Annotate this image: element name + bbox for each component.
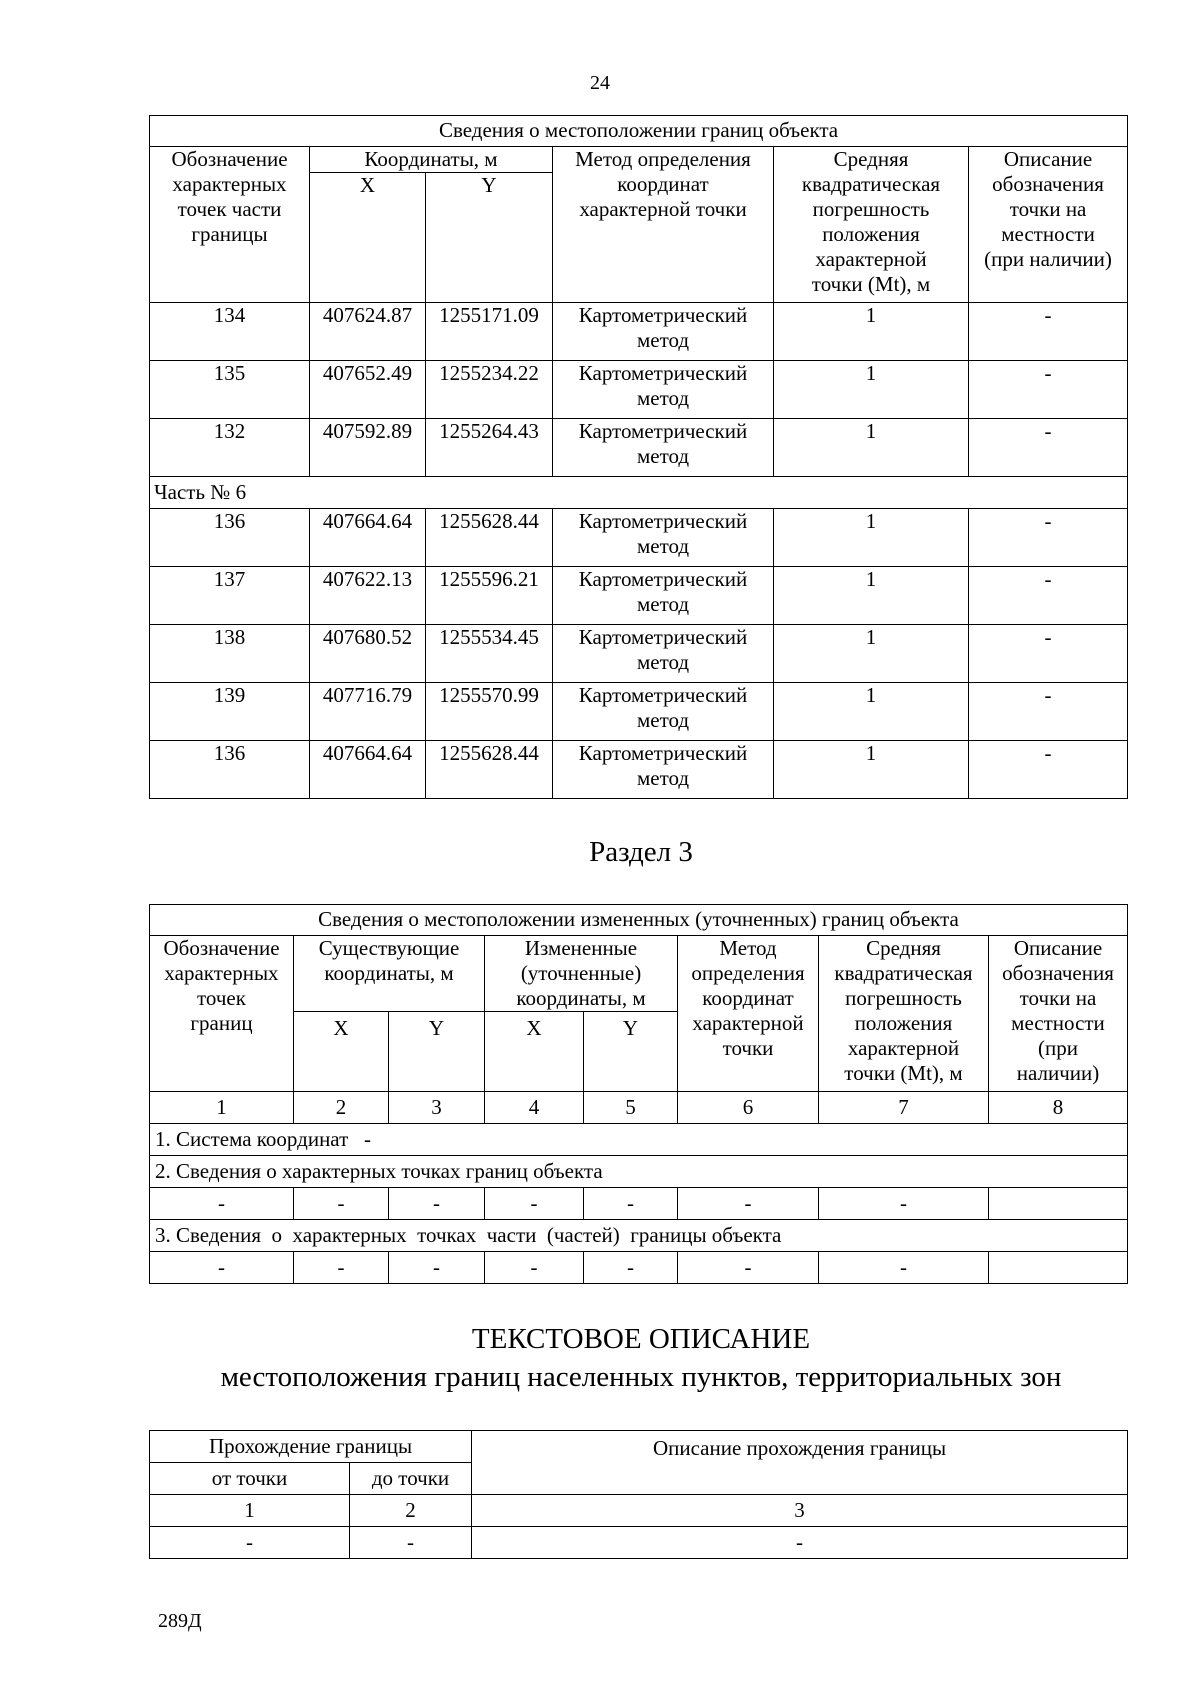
- changed-boundaries-table: [149, 904, 1128, 1284]
- header-pass: Прохождение границы: [150, 1431, 472, 1463]
- header-y-changed: Y: [584, 1012, 678, 1092]
- table-row: [150, 741, 1128, 799]
- cell-method: Картометрический метод: [553, 625, 774, 683]
- cell: -: [389, 1252, 485, 1284]
- cell-mt: 1: [774, 303, 969, 361]
- cell: -: [819, 1252, 989, 1284]
- header-desc: Описание обозначения точки на местности (при наличии): [969, 147, 1128, 303]
- table-caption: Сведения о местоположении измененных (уточненных) границ объекта: [150, 905, 1128, 936]
- table-row: [150, 1188, 1128, 1220]
- cell-desc: -: [969, 509, 1128, 567]
- cell-y: 1255596.21: [426, 567, 553, 625]
- header-method: Метод определения координат характерной точки: [553, 147, 774, 303]
- footer-code: 289Д: [158, 1610, 202, 1632]
- cell-x: 407592.89: [310, 419, 426, 477]
- boundary-passage-table: [149, 1430, 1128, 1559]
- header-desc: Описание обозначения точки на местности (при наличии): [989, 936, 1128, 1092]
- cell-point: 136: [150, 509, 310, 567]
- cell: [989, 1252, 1128, 1284]
- cell-mt: 1: [774, 567, 969, 625]
- table-row: [150, 361, 1128, 419]
- cell: -: [389, 1188, 485, 1220]
- header-from: от точки: [150, 1463, 350, 1495]
- cell: -: [485, 1188, 584, 1220]
- cell: -: [819, 1188, 989, 1220]
- cell-mt: 1: [774, 683, 969, 741]
- cell-method: Картометрический метод: [553, 419, 774, 477]
- cell-x: 407622.13: [310, 567, 426, 625]
- cell-y: 1255234.22: [426, 361, 553, 419]
- col-number: 7: [819, 1092, 989, 1124]
- cell-point: 139: [150, 683, 310, 741]
- header-pass-desc: Описание прохождения границы: [472, 1431, 1128, 1495]
- cell-method: Картометрический метод: [553, 361, 774, 419]
- text-description-title: ТЕКСТОВОЕ ОПИСАНИЕ: [471, 1323, 811, 1355]
- table-row: [150, 1252, 1128, 1284]
- page-number: 24: [590, 72, 610, 94]
- cell-mt: 1: [774, 625, 969, 683]
- header-mt: Средняя квадратическая погрешность положения характерной точки (Mt), м: [819, 936, 989, 1092]
- header-point: Обозначение характерных точек части границы: [150, 147, 310, 303]
- cell: -: [485, 1252, 584, 1284]
- header-mt: Средняя квадратическая погрешность положения характерной точки (Mt), м: [774, 147, 969, 303]
- cell-desc: -: [969, 419, 1128, 477]
- cell: -: [678, 1252, 819, 1284]
- section-part-points: 3. Сведения о характерных точках части (частей) границы объекта: [150, 1220, 1128, 1252]
- section-boundary-points: 2. Сведения о характерных точках границ объекта: [150, 1156, 1128, 1188]
- header-to: до точки: [350, 1463, 472, 1495]
- cell-mt: 1: [774, 741, 969, 799]
- cell-method: Картометрический метод: [553, 509, 774, 567]
- table-caption: Сведения о местоположении границ объекта: [150, 116, 1128, 147]
- cell: -: [150, 1188, 294, 1220]
- cell-point: 138: [150, 625, 310, 683]
- col-number: 8: [989, 1092, 1128, 1124]
- cell-mt: 1: [774, 361, 969, 419]
- header-changed: Измененные (уточненные) координаты, м: [485, 936, 678, 1012]
- cell-y: 1255628.44: [426, 509, 553, 567]
- header-y-existing: Y: [389, 1012, 485, 1092]
- col-number: 1: [150, 1092, 294, 1124]
- cell: -: [150, 1527, 350, 1559]
- boundary-points-table: [149, 115, 1128, 799]
- cell-point: 135: [150, 361, 310, 419]
- cell: -: [678, 1188, 819, 1220]
- cell-x: 407652.49: [310, 361, 426, 419]
- cell-x: 407624.87: [310, 303, 426, 361]
- cell-mt: 1: [774, 419, 969, 477]
- table-row: [150, 625, 1128, 683]
- table-row: [150, 567, 1128, 625]
- part-label: Часть № 6: [150, 477, 1128, 509]
- cell-point: 136: [150, 741, 310, 799]
- header-x-changed: X: [485, 1012, 584, 1092]
- cell-desc: -: [969, 303, 1128, 361]
- cell-y: 1255534.45: [426, 625, 553, 683]
- cell: -: [584, 1252, 678, 1284]
- cell-y: 1255570.99: [426, 683, 553, 741]
- cell: -: [294, 1252, 389, 1284]
- cell-mt: 1: [774, 509, 969, 567]
- cell-y: 1255628.44: [426, 741, 553, 799]
- col-number: 2: [294, 1092, 389, 1124]
- cell: [989, 1188, 1128, 1220]
- cell-method: Картометрический метод: [553, 741, 774, 799]
- header-x-existing: X: [294, 1012, 389, 1092]
- col-number: 1: [150, 1495, 350, 1527]
- table-row: [150, 683, 1128, 741]
- header-coords: Координаты, м: [310, 147, 553, 173]
- section-title: Раздел 3: [589, 836, 693, 868]
- cell-method: Картометрический метод: [553, 303, 774, 361]
- cell-desc: -: [969, 567, 1128, 625]
- cell-x: 407664.64: [310, 509, 426, 567]
- cell-x: 407680.52: [310, 625, 426, 683]
- table-row: [150, 1527, 1128, 1559]
- table-row: [150, 303, 1128, 361]
- table-row: [150, 419, 1128, 477]
- cell-point: 132: [150, 419, 310, 477]
- header-existing: Существующие координаты, м: [294, 936, 485, 1012]
- col-number: 3: [389, 1092, 485, 1124]
- cell-y: 1255264.43: [426, 419, 553, 477]
- header-y: Y: [426, 173, 553, 303]
- cell-point: 134: [150, 303, 310, 361]
- cell-x: 407664.64: [310, 741, 426, 799]
- section-coordinate-system: 1. Система координат -: [150, 1124, 1128, 1156]
- col-number: 3: [472, 1495, 1128, 1527]
- cell: -: [584, 1188, 678, 1220]
- cell-method: Картометрический метод: [553, 683, 774, 741]
- cell: -: [350, 1527, 472, 1559]
- header-method: Метод определения координат характерной точки: [678, 936, 819, 1092]
- col-number: 5: [584, 1092, 678, 1124]
- header-x: X: [310, 173, 426, 303]
- cell-desc: -: [969, 625, 1128, 683]
- col-number: 4: [485, 1092, 584, 1124]
- header-point: Обозначение характерных точек границ: [150, 936, 294, 1092]
- cell-y: 1255171.09: [426, 303, 553, 361]
- cell-x: 407716.79: [310, 683, 426, 741]
- cell-point: 137: [150, 567, 310, 625]
- cell-desc: -: [969, 741, 1128, 799]
- cell: -: [472, 1527, 1128, 1559]
- cell-method: Картометрический метод: [553, 567, 774, 625]
- col-number: 6: [678, 1092, 819, 1124]
- cell: -: [294, 1188, 389, 1220]
- table-row: [150, 509, 1128, 567]
- cell: -: [150, 1252, 294, 1284]
- cell-desc: -: [969, 683, 1128, 741]
- cell-desc: -: [969, 361, 1128, 419]
- text-description-subtitle: местоположения границ населенных пунктов, территориальных зон: [220, 1361, 1062, 1393]
- col-number: 2: [350, 1495, 472, 1527]
